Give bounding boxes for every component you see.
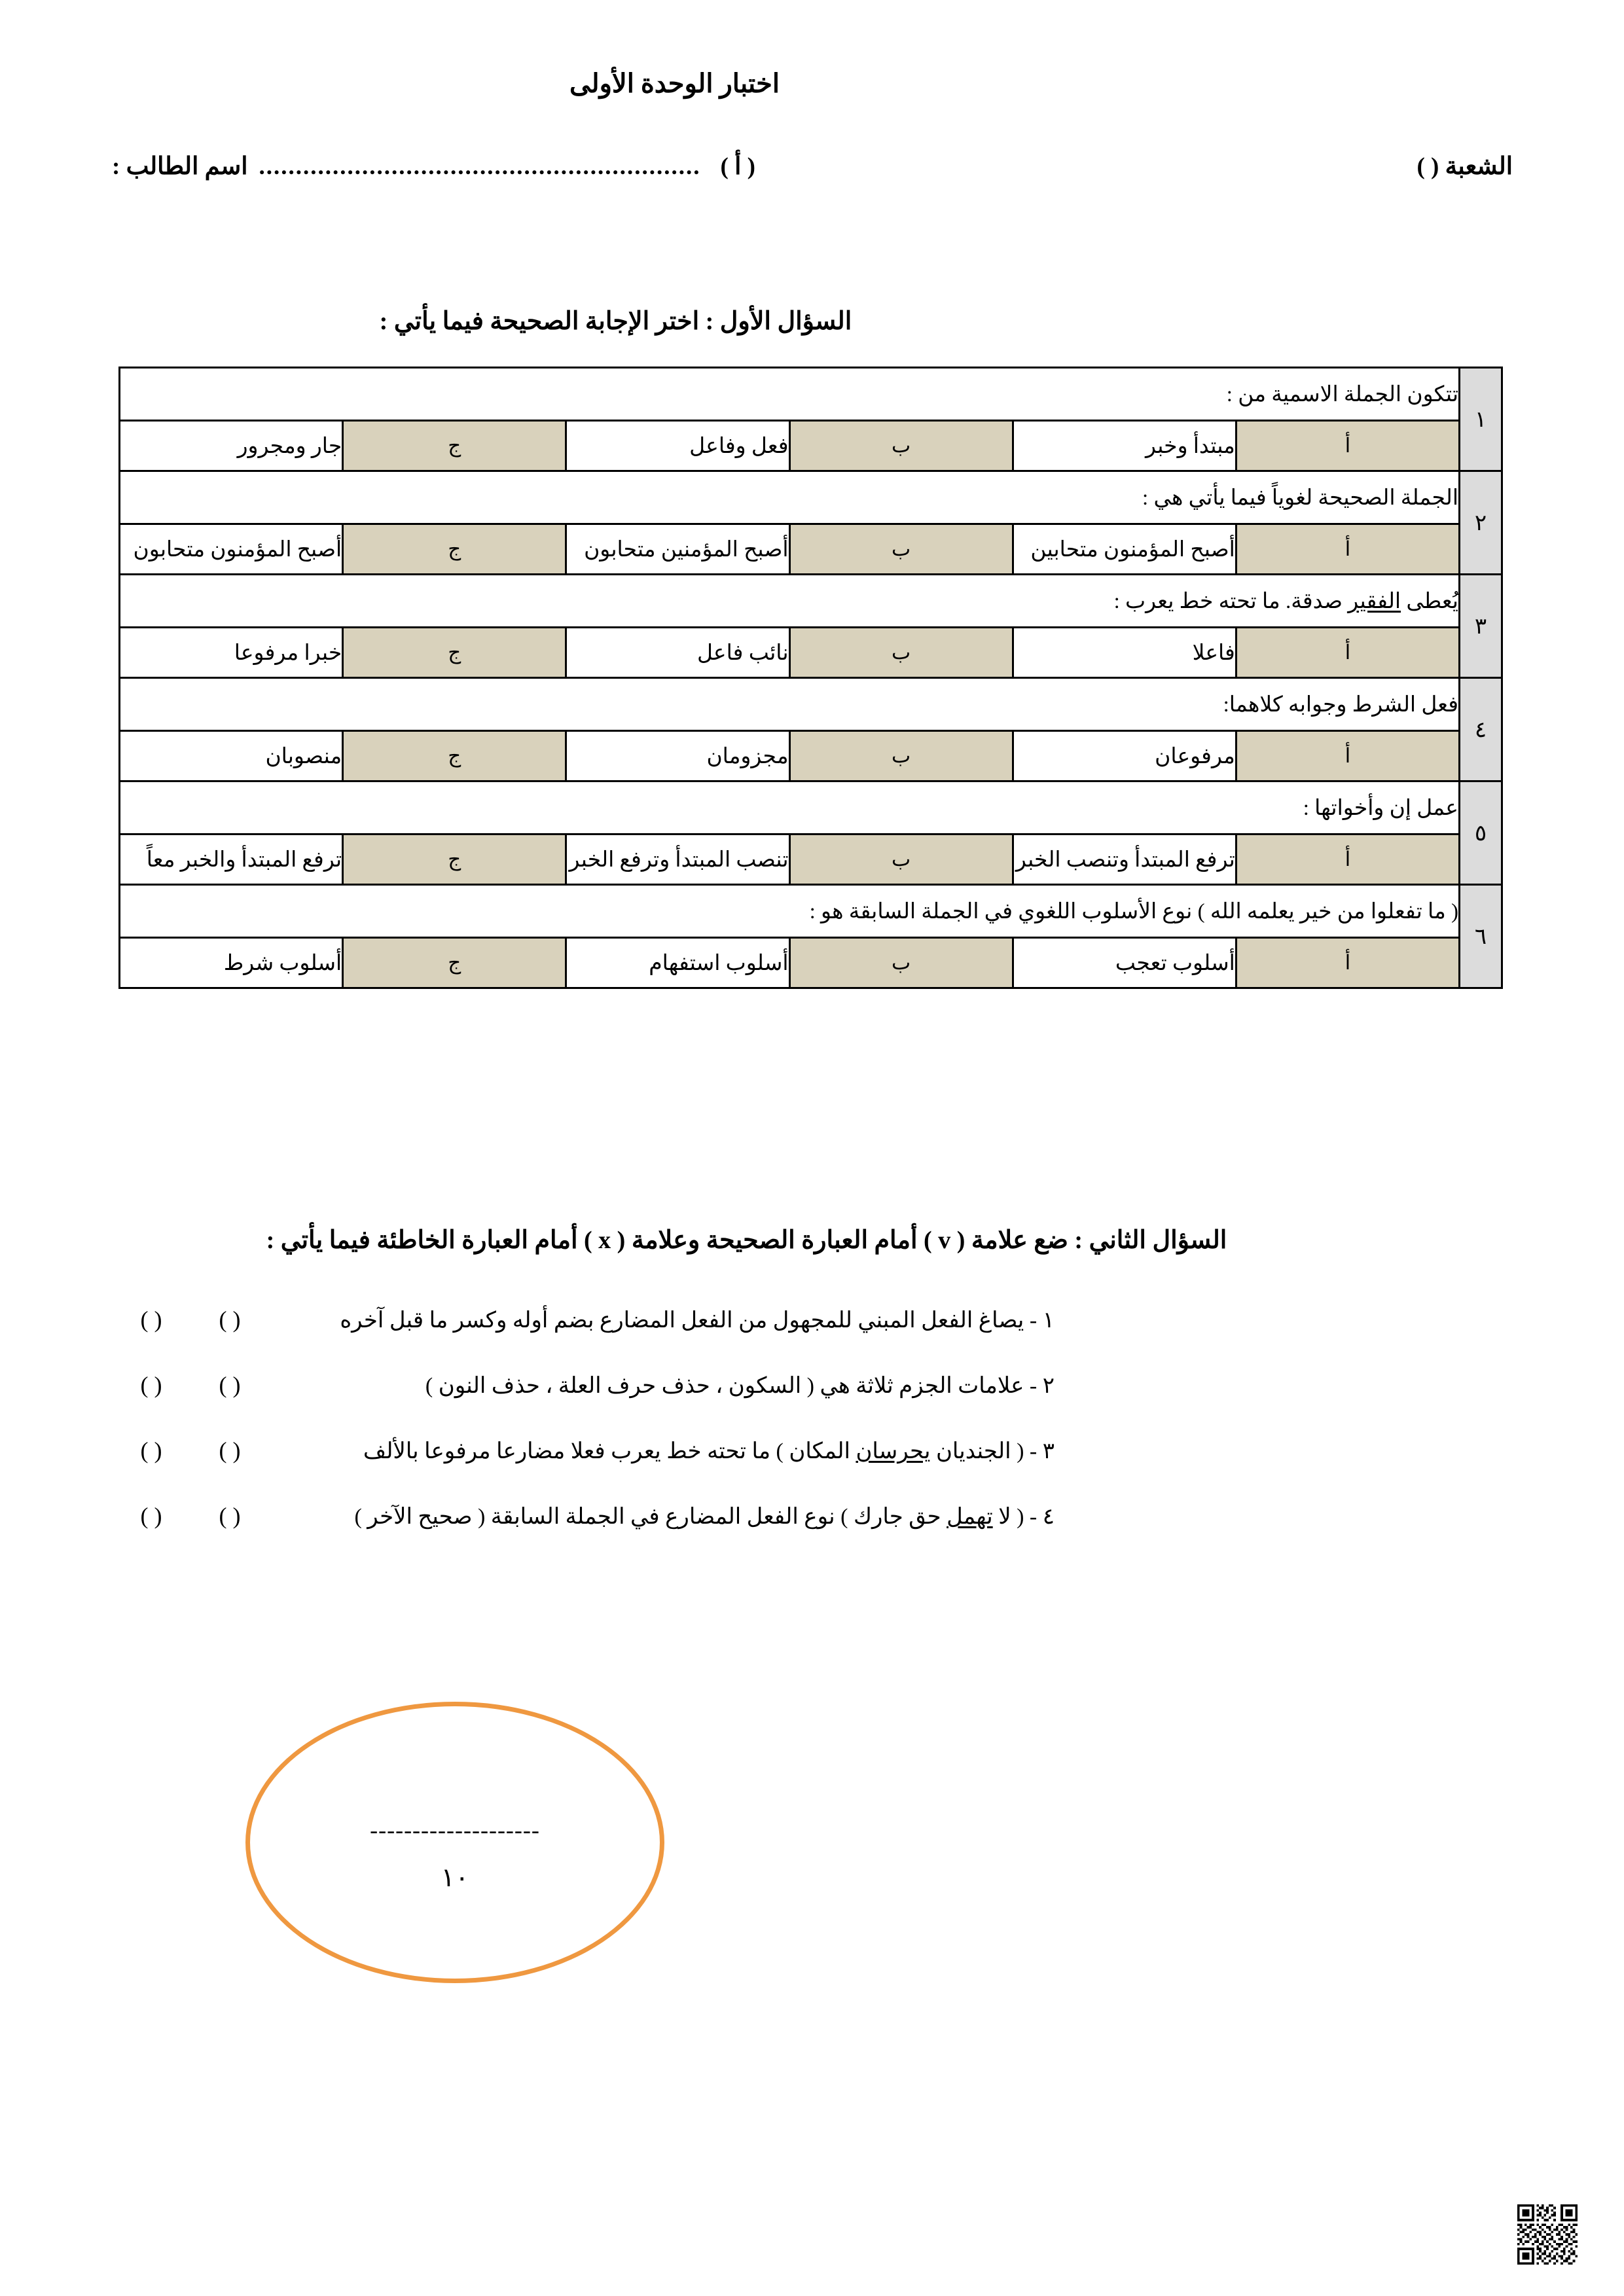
option-c[interactable]: أسلوب شرط (120, 938, 343, 988)
option-c[interactable]: ترفع المبتدأ والخبر معاً (120, 834, 343, 885)
question-stem: تتكون الجملة الاسمية من : (120, 368, 1460, 421)
mcq-table-wrapper (118, 367, 1503, 989)
score-total: ١٠ (441, 1863, 469, 1892)
score-stamp (245, 1702, 664, 1983)
section-label: الشعبة ( ) (1416, 153, 1513, 180)
table-row (120, 834, 1502, 885)
question-number: ٥ (1460, 781, 1502, 885)
question-number: ٣ (1460, 575, 1502, 678)
question-number: ٢ (1460, 471, 1502, 575)
option-letter-a: أ (1236, 524, 1459, 575)
question-one-heading-text: السؤال الأول : اختر الإجابة الصحيحة فيما يأتي : (379, 308, 852, 335)
table-row (120, 885, 1502, 938)
statement-text: ٢ - علامات الجزم ثلاثة هي ( السكون ، حذف حرف العلة ، حذف النون ) (425, 1374, 1055, 1398)
option-letter-a: أ (1236, 731, 1459, 781)
table-row (120, 628, 1502, 678)
stem-underlined-word: الفقير (1348, 590, 1401, 613)
question-stem (120, 575, 1460, 628)
option-letter-b: ب (789, 938, 1013, 988)
statement-part-post: حق جارك ) نوع الفعل المضارع في الجملة السابقة ( صحيح الآخر ) (354, 1505, 947, 1529)
option-a[interactable]: ترفع المبتدأ وتنصب الخبر (1013, 834, 1236, 885)
statement-underlined-word: يحرسان (856, 1439, 931, 1463)
answer-box[interactable]: ( ) (219, 1503, 241, 1529)
option-b[interactable]: أسلوب استفهام (566, 938, 789, 988)
option-b[interactable]: أصبح المؤمنين متحابون (566, 524, 789, 575)
option-letter-b: ب (789, 731, 1013, 781)
option-b[interactable]: فعل وفاعل (566, 421, 789, 471)
statement-text (363, 1438, 1055, 1464)
form-marker: ( أ ) (720, 153, 755, 180)
statement-underlined-word: تهمل (947, 1505, 993, 1529)
option-letter-c: ج (343, 834, 566, 885)
question-stem: ( ما تفعلوا من خير يعلمه الله ) نوع الأسلوب اللغوي في الجملة السابقة هو : (120, 885, 1460, 938)
option-letter-c: ج (343, 938, 566, 988)
table-row (120, 678, 1502, 731)
page-title-text: اختبار الوحدة الأولى (569, 69, 780, 98)
option-a[interactable]: مبتدأ وخبر (1013, 421, 1236, 471)
option-b[interactable]: مجزومان (566, 731, 789, 781)
statement-part-post: المكان ) ما تحته خط يعرب فعلا مضارعا مرفوعا بالألف (363, 1439, 856, 1463)
option-letter-b: ب (789, 628, 1013, 678)
list-item (112, 1502, 1513, 1568)
student-name-input[interactable]: ............................................................ (259, 153, 701, 180)
option-letter-b: ب (789, 834, 1013, 885)
option-letter-c: ج (343, 421, 566, 471)
true-false-list (112, 1306, 1513, 1568)
option-a[interactable]: مرفوعان (1013, 731, 1236, 781)
answer-box-secondary[interactable]: ( ) (140, 1372, 162, 1398)
option-letter-b: ب (789, 421, 1013, 471)
statement-part-pre: ٤ - ( لا (992, 1505, 1055, 1529)
answer-box-secondary[interactable]: ( ) (140, 1437, 162, 1463)
option-a[interactable]: أسلوب تعجب (1013, 938, 1236, 988)
question-number: ١ (1460, 368, 1502, 471)
question-stem: الجملة الصحيحة لغوياً فيما يأتي هي : (120, 471, 1460, 524)
table-row (120, 731, 1502, 781)
question-one-heading (0, 306, 1624, 336)
option-b[interactable]: نائب فاعل (566, 628, 789, 678)
statement-part-pre: ٣ - ( الجنديان (930, 1439, 1055, 1463)
option-letter-a: أ (1236, 628, 1459, 678)
option-c[interactable]: خبرا مرفوعا (120, 628, 343, 678)
mcq-table (118, 367, 1503, 989)
qr-code-icon (1517, 2204, 1578, 2265)
student-header (112, 152, 1513, 191)
option-letter-c: ج (343, 628, 566, 678)
answer-box[interactable]: ( ) (219, 1372, 241, 1398)
score-blank-line[interactable]: -------------------- (370, 1817, 540, 1843)
table-row (120, 421, 1502, 471)
table-row (120, 938, 1502, 988)
table-row (120, 524, 1502, 575)
table-row (120, 368, 1502, 421)
table-row (120, 471, 1502, 524)
option-c[interactable]: جار ومجرور (120, 421, 343, 471)
question-number: ٤ (1460, 678, 1502, 781)
page-title (0, 68, 1624, 99)
answer-box[interactable]: ( ) (219, 1437, 241, 1463)
answer-box-secondary[interactable]: ( ) (140, 1306, 162, 1333)
option-letter-a: أ (1236, 834, 1459, 885)
table-row (120, 575, 1502, 628)
option-c[interactable]: أصبح المؤمنون متحابون (120, 524, 343, 575)
question-number: ٦ (1460, 885, 1502, 988)
table-row (120, 781, 1502, 834)
option-letter-b: ب (789, 524, 1013, 575)
statement-text (354, 1503, 1055, 1530)
option-a[interactable]: أصبح المؤمنون متحابين (1013, 524, 1236, 575)
list-item (112, 1371, 1513, 1437)
option-a[interactable]: فاعلا (1013, 628, 1236, 678)
option-letter-c: ج (343, 731, 566, 781)
option-c[interactable]: منصوبان (120, 731, 343, 781)
option-letter-a: أ (1236, 421, 1459, 471)
stem-part-post: صدقة. ما تحته خط يعرب : (1113, 590, 1348, 613)
question-two-heading-text: السؤال الثاني : ضع علامة ( v ) أمام العبارة الصحيحة وعلامة ( x ) أمام العبارة الخاطئة فيما يأتي : (266, 1227, 1227, 1254)
option-letter-a: أ (1236, 938, 1459, 988)
question-stem: عمل إن وأخواتها : (120, 781, 1460, 834)
list-item (112, 1437, 1513, 1502)
option-letter-c: ج (343, 524, 566, 575)
question-stem: فعل الشرط وجوابه كلاهما: (120, 678, 1460, 731)
student-name-label: اسم الطالب : (112, 153, 248, 180)
list-item (112, 1306, 1513, 1371)
stem-part-pre: يُعطى (1401, 590, 1458, 613)
question-two-heading (0, 1225, 1624, 1255)
statement-text: ١ - يصاغ الفعل المبني للمجهول من الفعل المضارع بضم أوله وكسر ما قبل آخره (340, 1308, 1055, 1333)
option-b[interactable]: تنصب المبتدأ وترفع الخبر (566, 834, 789, 885)
answer-box[interactable]: ( ) (219, 1306, 241, 1333)
answer-box-secondary[interactable]: ( ) (140, 1503, 162, 1529)
